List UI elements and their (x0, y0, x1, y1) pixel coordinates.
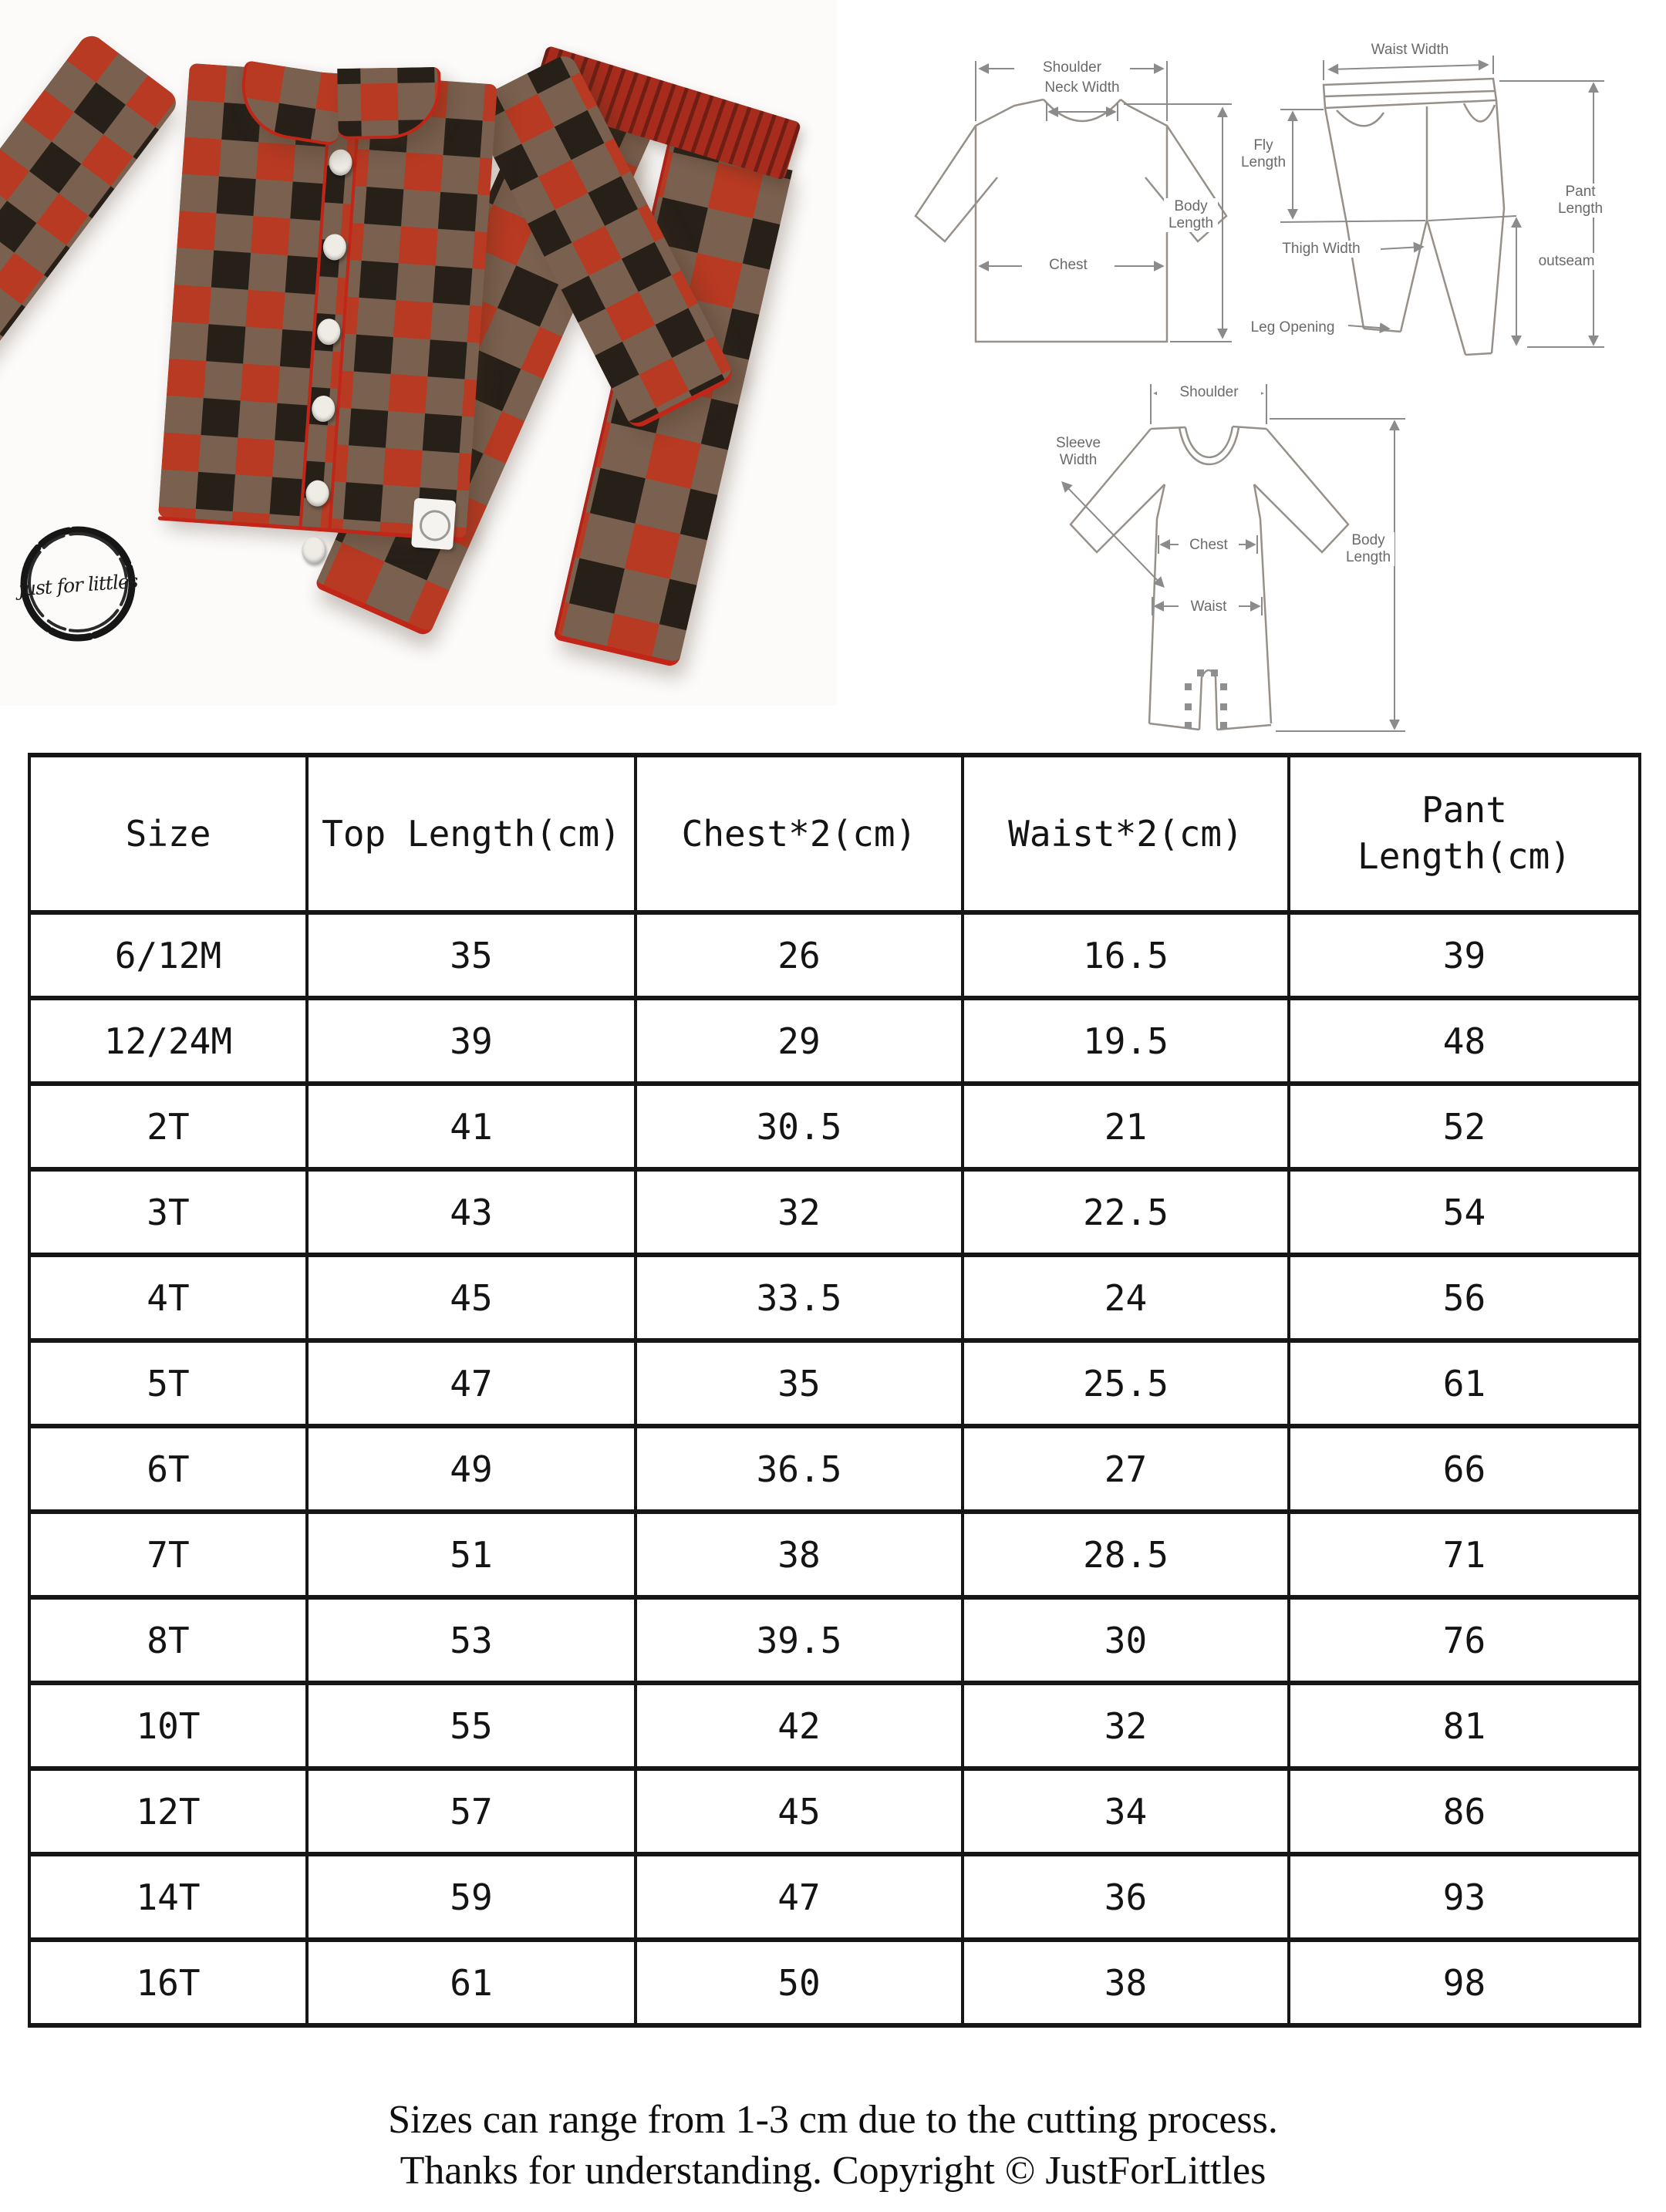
table-row (29, 998, 1640, 1084)
cell-waist: 21 (963, 1084, 1289, 1169)
cell-waist: 32 (963, 1683, 1289, 1769)
table-row (29, 1940, 1640, 2025)
cell-top-length: 35 (307, 912, 636, 998)
cell-chest: 26 (636, 912, 963, 998)
label-chest: Chest (1022, 257, 1115, 274)
cell-top-length: 39 (307, 998, 636, 1084)
cell-pant-length: 98 (1289, 1940, 1640, 2025)
cell-top-length: 49 (307, 1426, 636, 1512)
label-shoulder: Shoulder (1014, 59, 1130, 76)
cell-size: 10T (29, 1683, 307, 1769)
romper-measurement-diagram (1026, 361, 1458, 743)
shirt-button (301, 536, 325, 564)
label-shoulder: Shoulder (1157, 384, 1261, 401)
cell-waist: 22.5 (963, 1169, 1289, 1255)
label-outseam: outseam (1524, 253, 1609, 270)
label-waist: Waist (1179, 599, 1239, 615)
cell-chest: 42 (636, 1683, 963, 1769)
cell-size: 8T (29, 1597, 307, 1683)
cell-pant-length: 93 (1289, 1854, 1640, 1940)
shirt-hem-tag (411, 497, 456, 550)
cell-waist: 30 (963, 1597, 1289, 1683)
cell-waist: 38 (963, 1940, 1289, 2025)
cell-chest: 50 (636, 1940, 963, 2025)
header-waist: Waist*2(cm) (963, 755, 1289, 912)
cell-pant-length: 76 (1289, 1597, 1640, 1683)
table-row (29, 912, 1640, 998)
cell-top-length: 55 (307, 1683, 636, 1769)
cell-pant-length: 86 (1289, 1769, 1640, 1854)
cell-size: 6T (29, 1426, 307, 1512)
cell-chest: 38 (636, 1512, 963, 1597)
label-neck-width: Neck Width (1020, 79, 1144, 96)
cell-waist: 19.5 (963, 998, 1289, 1084)
cell-top-length: 59 (307, 1854, 636, 1940)
cell-size: 2T (29, 1084, 307, 1169)
header-pant-length: Pant Length(cm) (1289, 755, 1640, 912)
shirt-button (316, 318, 341, 346)
footer-note (0, 2095, 1666, 2197)
cell-waist: 24 (963, 1255, 1289, 1340)
cell-chest: 39.5 (636, 1597, 963, 1683)
cell-chest: 33.5 (636, 1255, 963, 1340)
label-body-length: Body Length (1164, 198, 1218, 232)
table-row (29, 1683, 1640, 1769)
size-table (28, 753, 1641, 2028)
product-photo (0, 0, 837, 706)
cell-waist: 27 (963, 1426, 1289, 1512)
table-row (29, 1769, 1640, 1854)
cell-waist: 25.5 (963, 1340, 1289, 1426)
cell-pant-length: 48 (1289, 998, 1640, 1084)
cell-size: 12T (29, 1769, 307, 1854)
cell-pant-length: 61 (1289, 1340, 1640, 1426)
footer-line-2: Thanks for understanding. Copyright © JustForLittles (400, 2149, 1266, 2193)
cell-waist: 34 (963, 1769, 1289, 1854)
table-row (29, 1255, 1640, 1340)
cell-size: 3T (29, 1169, 307, 1255)
table-row (29, 1854, 1640, 1940)
cell-top-length: 45 (307, 1255, 636, 1340)
cell-top-length: 41 (307, 1084, 636, 1169)
shirt-button (328, 149, 352, 177)
header-chest: Chest*2(cm) (636, 755, 963, 912)
cell-top-length: 61 (307, 1940, 636, 2025)
cell-top-length: 57 (307, 1769, 636, 1854)
shirt-measurement-diagram (899, 35, 1261, 366)
cell-waist: 16.5 (963, 912, 1289, 998)
footer-line-1: Sizes can range from 1-3 cm due to the cutting process. (388, 2098, 1278, 2142)
cell-top-length: 53 (307, 1597, 636, 1683)
cell-chest: 30.5 (636, 1084, 963, 1169)
table-row (29, 1169, 1640, 1255)
cell-chest: 32 (636, 1169, 963, 1255)
cell-pant-length: 54 (1289, 1169, 1640, 1255)
label-fly-length: Fly Length (1239, 137, 1288, 171)
cell-size: 14T (29, 1854, 307, 1940)
shirt-button (311, 395, 336, 423)
cell-pant-length: 71 (1289, 1512, 1640, 1597)
cell-size: 4T (29, 1255, 307, 1340)
cell-chest: 47 (636, 1854, 963, 1940)
cell-chest: 35 (636, 1340, 963, 1426)
cell-chest: 36.5 (636, 1426, 963, 1512)
cell-pant-length: 56 (1289, 1255, 1640, 1340)
shirt-sleeve-left (0, 31, 181, 375)
label-leg-opening: Leg Opening (1240, 319, 1345, 336)
table-row (29, 1597, 1640, 1683)
table-header-row (29, 755, 1640, 912)
cell-size: 7T (29, 1512, 307, 1597)
cell-size: 6/12M (29, 912, 307, 998)
size-table-body (29, 912, 1640, 2025)
label-pant-length: Pant Length (1550, 184, 1610, 217)
label-chest: Chest (1179, 537, 1239, 554)
cell-top-length: 47 (307, 1340, 636, 1426)
cell-pant-length: 81 (1289, 1683, 1640, 1769)
brand-logo (12, 511, 143, 657)
cell-size: 12/24M (29, 998, 307, 1084)
shirt-button (305, 480, 329, 507)
label-sleeve-width: Sleeve Width (1047, 435, 1109, 469)
label-body-length: Body Length (1342, 532, 1395, 566)
header-size: Size (29, 755, 307, 912)
cell-chest: 45 (636, 1769, 963, 1854)
cell-pant-length: 66 (1289, 1426, 1640, 1512)
cell-pant-length: 39 (1289, 912, 1640, 998)
cell-waist: 28.5 (963, 1512, 1289, 1597)
table-row (29, 1084, 1640, 1169)
pants-measurement-diagram (1233, 23, 1637, 370)
table-row (29, 1512, 1640, 1597)
shirt-button (322, 233, 347, 261)
table-row (29, 1340, 1640, 1426)
label-thigh-width: Thigh Width (1263, 241, 1379, 258)
label-waist-width: Waist Width (1356, 42, 1464, 59)
cell-top-length: 43 (307, 1169, 636, 1255)
cell-pant-length: 52 (1289, 1084, 1640, 1169)
header-top-length: Top Length(cm) (307, 755, 636, 912)
cell-size: 16T (29, 1940, 307, 2025)
table-row (29, 1426, 1640, 1512)
brand-logo-text: just for littles (18, 569, 139, 601)
shirt-placket (298, 120, 359, 529)
cell-waist: 36 (963, 1854, 1289, 1940)
cell-chest: 29 (636, 998, 963, 1084)
cell-top-length: 51 (307, 1512, 636, 1597)
cell-size: 5T (29, 1340, 307, 1426)
